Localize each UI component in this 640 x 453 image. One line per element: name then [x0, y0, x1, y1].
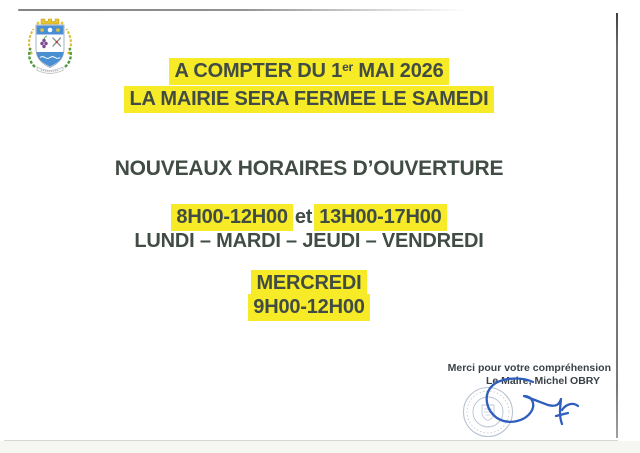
morning-hours-highlight: 8H00-12H00: [171, 204, 292, 231]
signature-icon: [478, 374, 584, 431]
afternoon-hours-highlight: 13H00-17H00: [314, 204, 446, 231]
signer-text: Le Maire, Michel OBRY: [486, 375, 600, 387]
notice-date-suffix: MAI 2026: [353, 60, 444, 82]
notice-date-highlight: [169, 58, 448, 85]
wednesday-hours-line: [0, 296, 618, 319]
notice-closure-line: [0, 88, 618, 111]
wednesday-highlight: MERCREDI: [251, 270, 366, 297]
notice-date-prefix: A COMPTER DU 1: [174, 60, 343, 82]
notice-closure-highlight: LA MAIRIE SERA FERMEE LE SAMEDI: [124, 86, 493, 113]
weekday-hours-line: [0, 206, 618, 229]
hours-heading: NOUVEAUX HORAIRES D’OUVERTURE: [114, 157, 504, 180]
scan-background-strip: [0, 441, 640, 453]
notice-date-ordinal: er: [342, 60, 354, 74]
scan-top-edge-line: [18, 9, 466, 11]
wednesday-line: [0, 272, 618, 295]
wednesday-hours-highlight: 9H00-12H00: [248, 294, 369, 321]
weekdays-line: LUNDI – MARDI – JEUDI – VENDREDI: [134, 230, 484, 252]
thanks-text: Merci pour votre compréhension: [447, 362, 611, 374]
hours-separator: et: [294, 206, 313, 228]
notice-date-line: [0, 60, 618, 83]
